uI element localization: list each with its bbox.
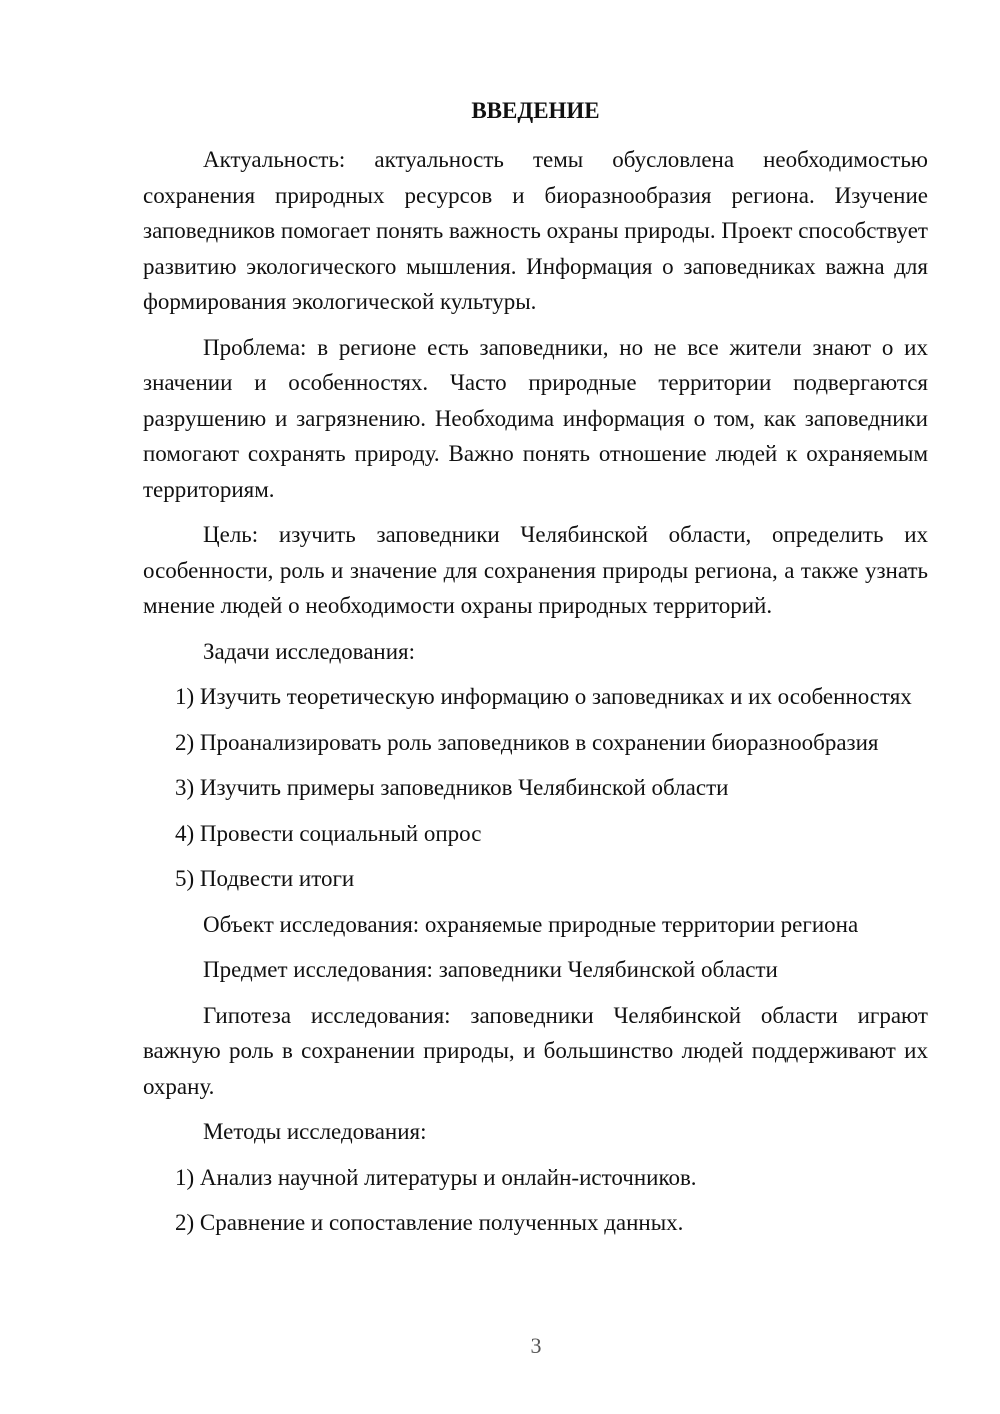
method-item: 2) Сравнение и сопоставление полученных данных. bbox=[175, 1210, 684, 1235]
object-paragraph: Объект исследования: охраняемые природные территории региона bbox=[203, 911, 859, 937]
goal-paragraph: Цель: изучить заповедники Челябинской области, определить их особенности, роль и значение для сохранения природы региона, а также узнать мнение людей о необходимости охраны природных территорий. bbox=[143, 522, 928, 618]
subject-paragraph: Предмет исследования: заповедники Челябинской области bbox=[203, 957, 778, 982]
task-item: 2) Проанализировать роль заповедников в сохранении биоразнообразия bbox=[175, 729, 879, 755]
task-item: 4) Провести социальный опрос bbox=[175, 820, 482, 846]
page-title: ВВЕДЕНИЕ bbox=[471, 98, 600, 123]
problem-paragraph: Проблема: в регионе есть заповедники, но не все жители знают о их значении и особенностях. Часто природные территории подвергаются разрушению и загрязнению. Необходима информация о том, как заповедники помогают сохранять природу. Важно понять отношение людей к охраняемым территориям. bbox=[143, 334, 928, 502]
document-body bbox=[143, 142, 928, 1251]
method-item: 1) Анализ научной литературы и онлайн-источников. bbox=[175, 1164, 697, 1190]
methods-heading: Методы исследования: bbox=[203, 1119, 427, 1144]
tasks-heading: Задачи исследования: bbox=[203, 638, 416, 664]
page-number: 3 bbox=[530, 1333, 542, 1358]
relevance-paragraph: Актуальность: актуальность темы обусловлена необходимостью сохранения природных ресурсов и биоразнообразия региона. Изучение заповедников помогает понять важность охраны природы. Проект способствует развитию экологического мышления. Информация о заповедниках важна для формирования экологической культуры. bbox=[143, 147, 928, 314]
task-item: 1) Изучить теоретическую информацию о заповедниках и их особенностях bbox=[175, 684, 912, 709]
task-item: 3) Изучить примеры заповедников Челябинской области bbox=[175, 775, 729, 800]
hypothesis-paragraph: Гипотеза исследования: заповедники Челябинской области играют важную роль в сохранении природы, и большинство людей поддерживают их охрану. bbox=[143, 1002, 928, 1099]
task-item: 5) Подвести итоги bbox=[175, 866, 355, 891]
